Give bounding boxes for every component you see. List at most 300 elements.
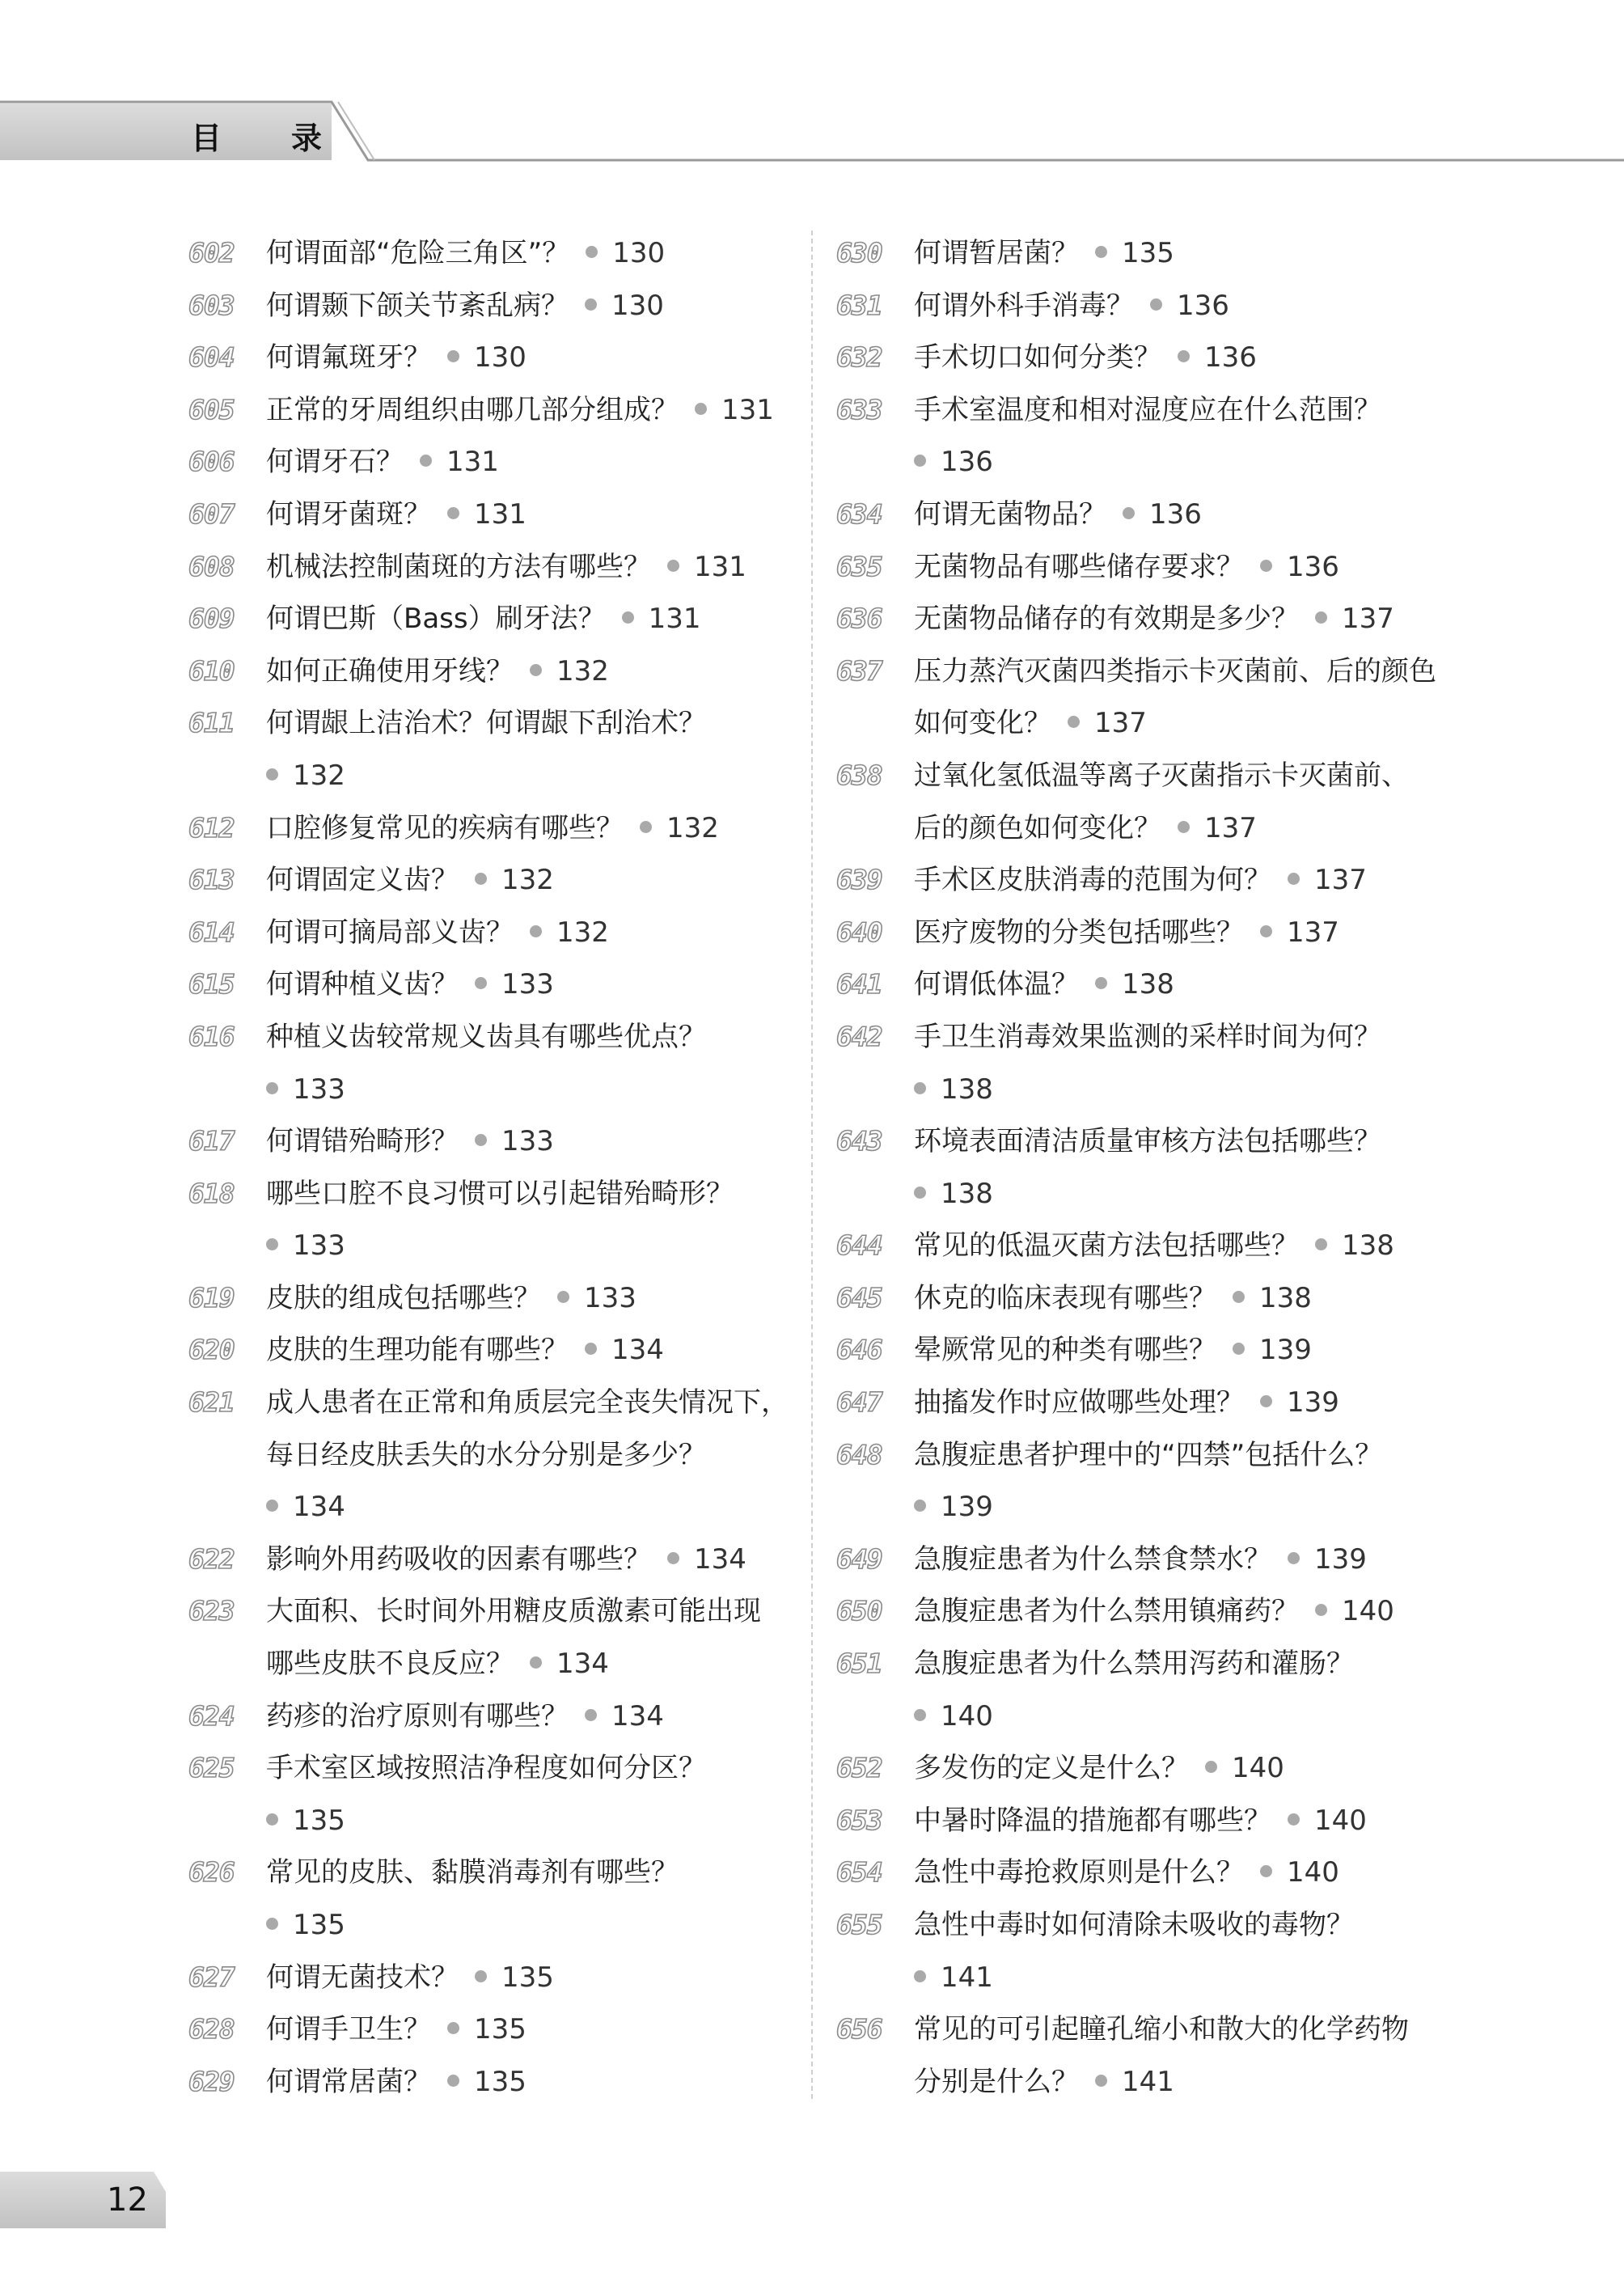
toc-entry-body bbox=[914, 958, 1508, 1011]
toc-entry-body bbox=[914, 541, 1508, 594]
toc-entry[interactable] bbox=[188, 854, 787, 907]
toc-entry-number: 639 bbox=[836, 864, 882, 896]
toc-entry-number: 646 bbox=[836, 1334, 882, 1366]
toc-entry[interactable] bbox=[188, 489, 787, 541]
toc-entry-page: 137 bbox=[1342, 603, 1394, 636]
toc-entry[interactable] bbox=[836, 1534, 1508, 1586]
toc-entry-number: 611 bbox=[188, 707, 235, 739]
toc-entry-line bbox=[914, 1011, 1508, 1064]
toc-entry-line bbox=[266, 1742, 787, 1795]
toc-entry-body bbox=[266, 2003, 787, 2056]
toc-entry-page: 132 bbox=[556, 654, 609, 687]
toc-entry[interactable] bbox=[836, 1220, 1508, 1272]
toc-entry-line bbox=[266, 645, 787, 698]
toc-entry-line bbox=[914, 1795, 1508, 1847]
toc-entry[interactable] bbox=[836, 958, 1508, 1011]
toc-entry-title: 如何变化？ bbox=[914, 707, 1051, 740]
toc-entry-line bbox=[914, 1377, 1508, 1429]
toc-entry-body bbox=[266, 645, 787, 698]
toc-entry-page: 137 bbox=[1287, 916, 1339, 949]
toc-entry-title: 压力蒸汽灭菌四类指示卡灭菌前、后的颜色 bbox=[914, 654, 1436, 687]
toc-entry-title: 手术区皮肤消毒的范围为何？ bbox=[914, 864, 1271, 897]
bullet-dot-icon bbox=[585, 1343, 597, 1355]
bullet-dot-icon bbox=[914, 1970, 926, 1982]
toc-entry-title: 晕厥常见的种类有哪些？ bbox=[914, 1334, 1216, 1367]
toc-entry-body bbox=[914, 384, 1508, 489]
toc-entry-line bbox=[266, 436, 787, 489]
bullet-dot-icon bbox=[1233, 1343, 1245, 1355]
toc-entry[interactable] bbox=[836, 1847, 1508, 1899]
toc-entry-page: 138 bbox=[1122, 968, 1174, 1001]
toc-entry-number: 629 bbox=[188, 2065, 235, 2097]
toc-entry-title: 何谓暂居菌？ bbox=[914, 237, 1079, 269]
toc-entry-title: 何谓手卫生？ bbox=[266, 2013, 431, 2046]
toc-entry-body bbox=[266, 1585, 787, 1690]
toc-entry-line bbox=[266, 1534, 787, 1586]
toc-entry[interactable] bbox=[836, 384, 1508, 489]
toc-entry-title: 医疗废物的分类包括哪些？ bbox=[914, 916, 1244, 949]
toc-entry-title: 口腔修复常见的疾病有哪些？ bbox=[266, 811, 624, 844]
toc-entry-line bbox=[914, 802, 1508, 855]
toc-entry-title: 何谓低体温？ bbox=[914, 968, 1079, 1001]
toc-entry-number: 604 bbox=[188, 341, 235, 374]
toc-entry-title: 哪些口腔不良习惯可以引起错殆畸形？ bbox=[266, 1177, 734, 1210]
header-bar-outline bbox=[0, 0, 1624, 194]
toc-entry-number: 608 bbox=[188, 550, 235, 582]
toc-entry[interactable] bbox=[188, 2003, 787, 2056]
toc-entry-body bbox=[266, 1324, 787, 1377]
toc-entry-title: 常见的可引起瞳孔缩小和散大的化学药物 bbox=[914, 2013, 1409, 2046]
toc-entry-number: 645 bbox=[836, 1281, 882, 1314]
toc-entry-title: 何谓无菌物品？ bbox=[914, 497, 1106, 531]
toc-entry[interactable] bbox=[836, 750, 1508, 854]
toc-entry-number: 616 bbox=[188, 1020, 235, 1052]
toc-entry[interactable] bbox=[836, 227, 1508, 280]
toc-entry-line bbox=[266, 802, 787, 855]
toc-entry-page: 133 bbox=[293, 1072, 345, 1106]
toc-entry-line bbox=[266, 750, 787, 802]
toc-entry-line bbox=[266, 1115, 787, 1168]
toc-entry-line bbox=[914, 227, 1508, 280]
bullet-dot-icon bbox=[266, 1082, 278, 1094]
toc-entry-body bbox=[914, 1429, 1508, 1534]
toc-entry-number: 637 bbox=[836, 654, 882, 687]
toc-entry-title: 手术切口如何分类？ bbox=[914, 341, 1161, 374]
toc-entry-page: 133 bbox=[293, 1229, 345, 1263]
toc-entry[interactable] bbox=[188, 1377, 787, 1534]
toc-entry[interactable] bbox=[188, 1690, 787, 1743]
toc-entry-number: 626 bbox=[188, 1856, 235, 1889]
toc-entry-page: 132 bbox=[501, 864, 554, 897]
bullet-dot-icon bbox=[1095, 977, 1107, 989]
toc-entry[interactable] bbox=[836, 1272, 1508, 1325]
toc-entry-body bbox=[914, 1742, 1508, 1795]
toc-entry-body bbox=[266, 593, 787, 645]
toc-entry-page: 134 bbox=[293, 1491, 345, 1524]
toc-entry[interactable] bbox=[836, 1115, 1508, 1220]
bullet-dot-icon bbox=[914, 455, 926, 467]
toc-entry-page: 140 bbox=[941, 1699, 993, 1732]
toc-entry[interactable] bbox=[188, 436, 787, 489]
toc-entry-body bbox=[266, 1952, 787, 2004]
toc-entry[interactable] bbox=[836, 1899, 1508, 2003]
toc-entry-line bbox=[914, 332, 1508, 384]
bullet-dot-icon bbox=[475, 873, 487, 885]
toc-entry-body bbox=[914, 1899, 1508, 2003]
toc-entry-number: 619 bbox=[188, 1281, 235, 1314]
toc-entry-line bbox=[914, 2003, 1508, 2056]
toc-entry[interactable] bbox=[188, 1011, 787, 1115]
toc-entry-page: 136 bbox=[1287, 550, 1339, 583]
toc-entry-title: 分别是什么？ bbox=[914, 2065, 1079, 2098]
toc-entry-title: 何谓氟斑牙？ bbox=[266, 341, 431, 374]
page-number: 12 bbox=[107, 2181, 148, 2219]
bullet-dot-icon bbox=[1315, 1604, 1327, 1616]
bullet-dot-icon bbox=[1260, 1865, 1272, 1877]
toc-entry-body bbox=[266, 1115, 787, 1168]
toc-entry[interactable] bbox=[836, 280, 1508, 332]
toc-entry-title: 无菌物品有哪些储存要求？ bbox=[914, 550, 1244, 583]
bullet-dot-icon bbox=[447, 2075, 459, 2087]
toc-entry-line bbox=[266, 593, 787, 645]
bullet-dot-icon bbox=[1315, 611, 1327, 624]
toc-entry-body bbox=[914, 854, 1508, 907]
toc-entry-line bbox=[266, 2003, 787, 2056]
toc-entry-line bbox=[914, 1899, 1508, 1952]
bullet-dot-icon bbox=[914, 1500, 926, 1512]
bullet-dot-icon bbox=[622, 611, 634, 624]
toc-entry-title: 急腹症患者为什么禁用镇痛药？ bbox=[914, 1595, 1299, 1628]
toc-entry-page: 137 bbox=[1314, 864, 1367, 897]
bullet-dot-icon bbox=[266, 768, 278, 781]
toc-entry-number: 647 bbox=[836, 1386, 882, 1419]
toc-entry-line bbox=[914, 1324, 1508, 1377]
toc-entry-page: 130 bbox=[474, 341, 527, 374]
toc-entry[interactable] bbox=[188, 384, 787, 437]
toc-entry-body bbox=[266, 802, 787, 855]
toc-entry-line bbox=[266, 1429, 789, 1482]
toc-entry-line bbox=[914, 2056, 1508, 2109]
bullet-dot-icon bbox=[530, 1656, 542, 1669]
toc-entry-page: 131 bbox=[648, 603, 701, 636]
toc-entry[interactable] bbox=[836, 541, 1508, 594]
toc-entry-line bbox=[914, 697, 1508, 750]
toc-entry-line bbox=[266, 1795, 787, 1847]
toc-entry-line bbox=[266, 1324, 787, 1377]
toc-entry-number: 648 bbox=[836, 1438, 882, 1470]
bullet-dot-icon bbox=[914, 1709, 926, 1721]
bullet-dot-icon bbox=[585, 1709, 597, 1721]
toc-entry-body bbox=[266, 958, 787, 1011]
toc-entry[interactable] bbox=[188, 280, 787, 332]
column-divider bbox=[811, 231, 813, 2099]
toc-entry-page: 139 bbox=[941, 1491, 993, 1524]
toc-entry-body bbox=[266, 1272, 787, 1325]
toc-entry-title: 皮肤的组成包括哪些？ bbox=[266, 1281, 541, 1314]
toc-entry-body bbox=[266, 489, 787, 541]
toc-entry-title: 哪些皮肤不良反应？ bbox=[266, 1648, 514, 1681]
toc-entry[interactable] bbox=[836, 907, 1508, 959]
toc-entry-number: 613 bbox=[188, 864, 235, 896]
toc-entry-title: 急性中毒抢救原则是什么？ bbox=[914, 1856, 1244, 1889]
toc-entry-title: 手术室温度和相对湿度应在什么范围？ bbox=[914, 393, 1381, 426]
bullet-dot-icon bbox=[447, 507, 459, 519]
toc-entry-page: 132 bbox=[666, 811, 719, 844]
toc-entry-page: 140 bbox=[1232, 1752, 1284, 1785]
bullet-dot-icon bbox=[475, 1970, 487, 1982]
toc-entry-body bbox=[914, 1115, 1508, 1220]
toc-entry-number: 654 bbox=[836, 1856, 882, 1889]
toc-entry-page: 131 bbox=[474, 497, 527, 531]
toc-entry-title: 抽搐发作时应做哪些处理？ bbox=[914, 1386, 1244, 1419]
toc-entry[interactable] bbox=[188, 1742, 787, 1847]
toc-entry[interactable] bbox=[836, 1011, 1508, 1115]
toc-entry-title: 手卫生消毒效果监测的采样时间为何？ bbox=[914, 1020, 1381, 1053]
toc-entry-title: 常见的皮肤、黏膜消毒剂有哪些？ bbox=[266, 1856, 679, 1889]
toc-entry-number: 633 bbox=[836, 393, 882, 425]
toc-entry-title: 何谓种植义齿？ bbox=[266, 968, 459, 1001]
bullet-dot-icon bbox=[1205, 1761, 1217, 1773]
toc-entry-line bbox=[914, 1742, 1508, 1795]
toc-entry[interactable] bbox=[188, 1168, 787, 1272]
toc-entry-line bbox=[266, 227, 787, 280]
toc-entry[interactable] bbox=[836, 1377, 1508, 1429]
toc-entry-page: 130 bbox=[611, 289, 664, 322]
toc-entry-number: 652 bbox=[836, 1752, 882, 1784]
toc-entry-number: 635 bbox=[836, 550, 882, 582]
toc-entry-page: 135 bbox=[474, 2013, 527, 2046]
toc-entry[interactable] bbox=[188, 593, 787, 645]
toc-entry-title: 急腹症患者为什么禁食禁水？ bbox=[914, 1542, 1271, 1576]
toc-entry[interactable] bbox=[188, 1324, 787, 1377]
toc-entry-line bbox=[914, 541, 1508, 594]
toc-entry-title: 何谓外科手消毒？ bbox=[914, 289, 1134, 322]
toc-entry-line bbox=[266, 1377, 789, 1429]
toc-entry-page: 132 bbox=[556, 916, 609, 949]
page-title bbox=[0, 115, 372, 155]
toc-entry-line bbox=[266, 332, 787, 384]
toc-entry-title: 何谓可摘局部义齿？ bbox=[266, 916, 514, 949]
toc-entry-page: 138 bbox=[1259, 1281, 1312, 1314]
toc-entry-line bbox=[914, 1952, 1508, 2004]
toc-column-left bbox=[188, 227, 787, 2108]
toc-entry[interactable] bbox=[836, 1638, 1508, 1742]
toc-entry-page: 135 bbox=[1122, 237, 1174, 269]
toc-entry-title: 皮肤的生理功能有哪些？ bbox=[266, 1334, 569, 1367]
toc-entry-body bbox=[266, 1377, 789, 1534]
toc-entry-line bbox=[266, 1481, 789, 1534]
toc-entry[interactable] bbox=[188, 697, 787, 802]
bullet-dot-icon bbox=[1233, 1291, 1245, 1303]
toc-entry-line bbox=[266, 907, 787, 959]
toc-entry-page: 134 bbox=[556, 1648, 609, 1681]
toc-entry[interactable] bbox=[188, 227, 787, 280]
toc-entry-body bbox=[914, 593, 1508, 645]
toc-entry-line bbox=[914, 1534, 1508, 1586]
toc-entry-page: 131 bbox=[694, 550, 746, 583]
bullet-dot-icon bbox=[1260, 560, 1272, 572]
toc-entry-line bbox=[914, 1220, 1508, 1272]
toc-entry[interactable] bbox=[836, 1429, 1508, 1534]
toc-entry[interactable] bbox=[188, 332, 787, 384]
toc-entry[interactable] bbox=[188, 958, 787, 1011]
bullet-dot-icon bbox=[475, 1134, 487, 1146]
bullet-dot-icon bbox=[914, 1082, 926, 1094]
toc-entry-body bbox=[266, 1690, 787, 1743]
toc-entry-title: 何谓面部“危险三角区”？ bbox=[266, 237, 570, 269]
toc-entry-number: 617 bbox=[188, 1125, 235, 1157]
bullet-dot-icon bbox=[585, 298, 597, 311]
toc-entry[interactable] bbox=[188, 2056, 787, 2109]
toc-entry-body bbox=[266, 227, 787, 280]
toc-entry-title: 急腹症患者护理中的“四禁”包括什么？ bbox=[914, 1438, 1383, 1471]
toc-entry-body bbox=[914, 1377, 1508, 1429]
page-title-right: 录 bbox=[291, 120, 323, 156]
toc-entry-body bbox=[914, 750, 1508, 854]
bullet-dot-icon bbox=[667, 560, 679, 572]
toc-entry-line bbox=[914, 1847, 1508, 1899]
toc-entry[interactable] bbox=[836, 1742, 1508, 1795]
toc-entry-body bbox=[914, 1011, 1508, 1115]
toc-entry-page: 135 bbox=[501, 1961, 554, 1994]
toc-entry[interactable] bbox=[188, 541, 787, 594]
toc-entry-page: 135 bbox=[293, 1804, 345, 1837]
toc-entry[interactable] bbox=[836, 332, 1508, 384]
toc-entry[interactable] bbox=[836, 1795, 1508, 1847]
toc-entry[interactable] bbox=[188, 1585, 787, 1690]
toc-entry-line bbox=[266, 1690, 787, 1743]
toc-entry-title: 何谓牙石？ bbox=[266, 446, 404, 479]
toc-entry-number: 641 bbox=[836, 968, 882, 1001]
toc-entry-page: 139 bbox=[1259, 1334, 1312, 1367]
toc-entry-body bbox=[914, 1638, 1508, 1742]
toc-entry-title: 何谓牙菌斑？ bbox=[266, 497, 431, 531]
toc-entry-body bbox=[914, 645, 1508, 750]
toc-entry[interactable] bbox=[188, 1952, 787, 2004]
bullet-dot-icon bbox=[1288, 1552, 1300, 1564]
toc-entry-page: 140 bbox=[1342, 1595, 1394, 1628]
toc-entry-body bbox=[266, 2056, 787, 2109]
toc-entry-title: 休克的临床表现有哪些？ bbox=[914, 1281, 1216, 1314]
toc-entry-number: 643 bbox=[836, 1125, 882, 1157]
toc-entry-number: 644 bbox=[836, 1229, 882, 1262]
toc-entry[interactable] bbox=[188, 802, 787, 855]
toc-entry-title: 种植义齿较常规义齿具有哪些优点？ bbox=[266, 1020, 706, 1053]
toc-entry[interactable] bbox=[188, 645, 787, 698]
toc-entry[interactable] bbox=[836, 2003, 1508, 2108]
toc-entry-line bbox=[266, 280, 787, 332]
toc-entry-body bbox=[914, 1220, 1508, 1272]
toc-entry-number: 612 bbox=[188, 811, 235, 844]
bullet-dot-icon bbox=[266, 1500, 278, 1512]
toc-entry-page: 138 bbox=[941, 1177, 993, 1210]
bullet-dot-icon bbox=[530, 925, 542, 937]
toc-entry[interactable] bbox=[188, 1272, 787, 1325]
toc-entry-number: 624 bbox=[188, 1699, 235, 1732]
bullet-dot-icon bbox=[1068, 716, 1080, 728]
toc-entry-page: 133 bbox=[501, 968, 554, 1001]
toc-entry-page: 136 bbox=[1177, 289, 1229, 322]
toc-entry-line bbox=[914, 958, 1508, 1011]
toc-entry-number: 628 bbox=[188, 2013, 235, 2046]
toc-entry-line bbox=[266, 1638, 787, 1690]
toc-entry-number: 618 bbox=[188, 1177, 235, 1209]
toc-entry-title: 急性中毒时如何清除未吸收的毒物？ bbox=[914, 1909, 1354, 1941]
bullet-dot-icon bbox=[1095, 246, 1107, 258]
bullet-dot-icon bbox=[1260, 1395, 1272, 1407]
toc-entry-number: 606 bbox=[188, 446, 235, 478]
toc-entry-line bbox=[266, 541, 787, 594]
toc-entry[interactable] bbox=[836, 1585, 1508, 1638]
toc-entry-number: 607 bbox=[188, 497, 235, 530]
toc-entry-number: 627 bbox=[188, 1961, 235, 1993]
toc-entry[interactable] bbox=[188, 907, 787, 959]
toc-entry-line bbox=[266, 1272, 787, 1325]
toc-entry[interactable] bbox=[836, 593, 1508, 645]
toc-entry[interactable] bbox=[836, 854, 1508, 907]
toc-entry-line bbox=[914, 1690, 1508, 1743]
toc-entry-number: 603 bbox=[188, 289, 235, 321]
toc-entry-title: 后的颜色如何变化？ bbox=[914, 811, 1161, 844]
toc-entry-number: 620 bbox=[188, 1334, 235, 1366]
toc-entry[interactable] bbox=[188, 1115, 787, 1168]
toc-entry-title: 何谓错殆畸形？ bbox=[266, 1125, 459, 1158]
toc-entry-line bbox=[266, 384, 787, 437]
toc-entry-number: 636 bbox=[836, 603, 882, 635]
toc-entry-line bbox=[914, 750, 1508, 802]
page-title-left: 目 bbox=[191, 120, 222, 156]
toc-entry-title: 每日经皮肤丢失的水分分别是多少？ bbox=[266, 1438, 706, 1471]
toc-entry-title: 药疹的治疗原则有哪些？ bbox=[266, 1699, 569, 1732]
toc-entry-number: 656 bbox=[836, 2013, 882, 2046]
toc-entry-page: 131 bbox=[446, 446, 499, 479]
bullet-dot-icon bbox=[1150, 298, 1162, 311]
bullet-dot-icon bbox=[475, 977, 487, 989]
toc-entry-body bbox=[266, 280, 787, 332]
toc-entry-line bbox=[914, 384, 1508, 437]
toc-entry-line bbox=[266, 2056, 787, 2109]
bullet-dot-icon bbox=[266, 1238, 278, 1250]
toc-entry-line bbox=[914, 1429, 1508, 1482]
toc-entry-page: 136 bbox=[941, 446, 993, 479]
toc-entry[interactable] bbox=[188, 1847, 787, 1951]
toc-entry[interactable] bbox=[836, 645, 1508, 750]
toc-entry-number: 632 bbox=[836, 341, 882, 374]
toc-entry-body bbox=[266, 907, 787, 959]
toc-entry-title: 急腹症患者为什么禁用泻药和灌肠？ bbox=[914, 1648, 1354, 1681]
toc-entry-line bbox=[266, 1899, 787, 1952]
toc-entry[interactable] bbox=[836, 1324, 1508, 1377]
toc-entry-body bbox=[914, 332, 1508, 384]
toc-entry[interactable] bbox=[836, 489, 1508, 541]
toc-entry-body bbox=[266, 697, 787, 802]
toc-entry-number: 631 bbox=[836, 289, 882, 321]
toc-entry-number: 622 bbox=[188, 1542, 235, 1575]
toc-entry-page: 138 bbox=[941, 1072, 993, 1106]
toc-entry-line bbox=[266, 1952, 787, 2004]
toc-entry[interactable] bbox=[188, 1534, 787, 1586]
bullet-dot-icon bbox=[266, 1813, 278, 1826]
toc-entry-title: 如何正确使用牙线？ bbox=[266, 654, 514, 687]
toc-entry-line bbox=[914, 907, 1508, 959]
toc-entry-number: 653 bbox=[836, 1804, 882, 1836]
bullet-dot-icon bbox=[640, 821, 652, 833]
toc-entry-body bbox=[914, 1795, 1508, 1847]
bullet-dot-icon bbox=[420, 455, 432, 467]
toc-entry-number: 655 bbox=[836, 1909, 882, 1940]
toc-entry-line bbox=[266, 854, 787, 907]
toc-entry-line bbox=[266, 1585, 787, 1638]
